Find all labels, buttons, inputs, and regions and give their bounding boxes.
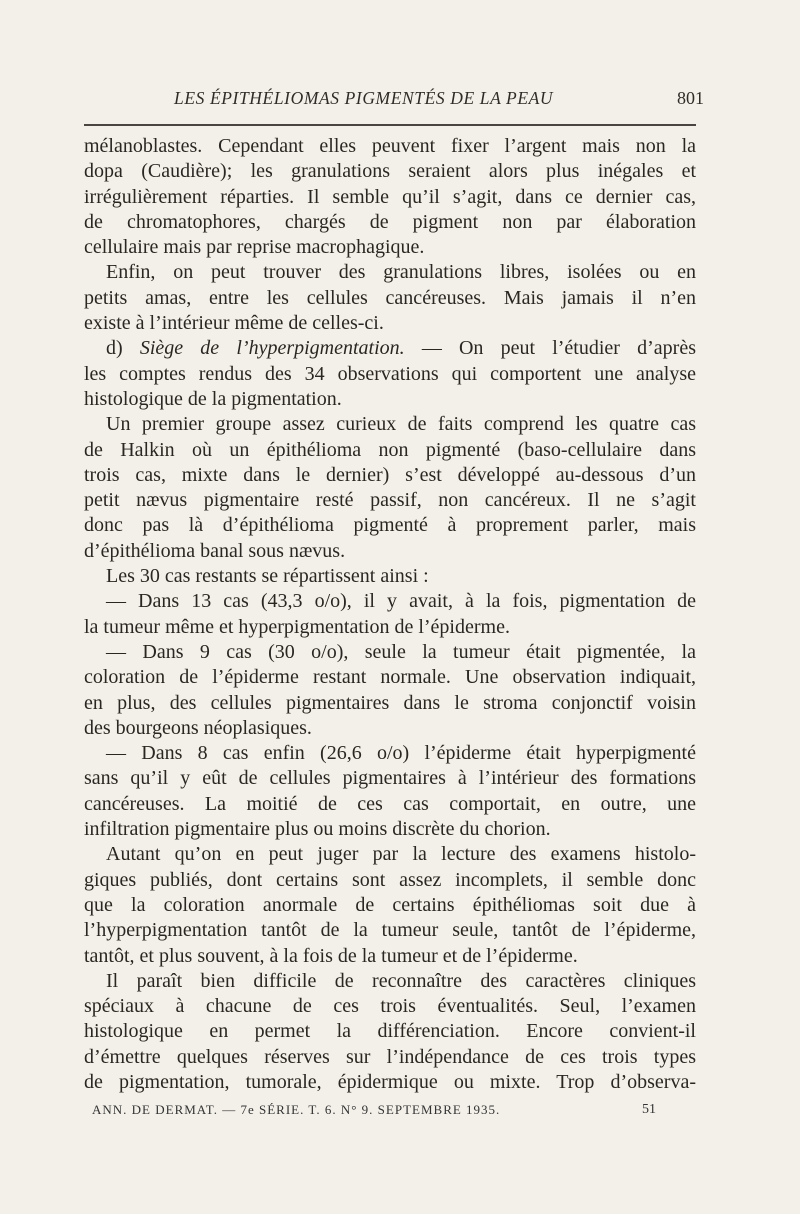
text-line: — Dans 8 cas enfin (26,6 o/o) l’épiderme était hyperpigmenté [106, 742, 696, 765]
text-line: cancéreuses. La moitié de ces cas comportait, en outre, une [84, 792, 696, 815]
text-line: que la coloration anormale de certains épithéliomas soit due à [84, 893, 696, 916]
text-line: dopa (Caudière); les granulations seraient alors plus inégales et [84, 160, 696, 183]
text-line: les comptes rendus des 34 observations qui comportent une analyse [84, 362, 696, 385]
body-text [84, 134, 696, 1095]
text-line: Les 30 cas restants se répartissent ainsi : [106, 565, 429, 588]
text-line: d’épithélioma banal sous nævus. [84, 539, 346, 562]
text-line: des bourgeons néoplasiques. [84, 716, 312, 739]
text-line: l’hyperpigmentation tantôt de la tumeur seule, tantôt de l’épiderme, [84, 919, 696, 942]
text-line: petit nævus pigmentaire resté passif, non cancéreux. Il ne s’agit [84, 489, 696, 512]
text-line: de chromatophores, chargés de pigment non par élaboration [84, 210, 696, 233]
text-line: trois cas, mixte dans le dernier) s’est développé au-dessous d’un [84, 463, 696, 486]
journal-citation: ANN. DE DERMAT. — 7e SÉRIE. T. 6. N° 9. SEPTEMBRE 1935. [92, 1102, 501, 1117]
text-line: histologique en permet la différenciation. Encore convient-il [84, 1020, 696, 1043]
section-heading-line [84, 336, 696, 361]
text-line: la tumeur même et hyperpigmentation de l’épiderme. [84, 615, 510, 638]
text-line: giques publiés, dont certains sont assez incomplets, il semble donc [84, 868, 696, 891]
section-title: Siège de l’hyperpigmentation. [139, 337, 405, 360]
page-number: 801 [677, 88, 704, 108]
text-line: Enfin, on peut trouver des granulations libres, isolées ou en [106, 261, 696, 284]
text-line: en plus, des cellules pigmentaires dans le stroma conjonctif voisin [84, 691, 696, 714]
text-line: existe à l’intérieur même de celles-ci. [84, 312, 384, 335]
section-lead: — On peut l’étudier d’après [404, 337, 696, 360]
text-line: de Halkin où un épithélioma non pigmenté (baso-cellulaire dans [84, 438, 696, 461]
text-line: coloration de l’épiderme restant normale. Une observation indiquait, [84, 666, 696, 689]
text-line: tantôt, et plus souvent, à la fois de la tumeur et de l’épiderme. [84, 944, 578, 967]
text-line: infiltration pigmentaire plus ou moins discrète du chorion. [84, 818, 551, 841]
text-line: Il paraît bien difficile de reconnaître des caractères cliniques [106, 969, 696, 992]
text-line: spéciaux à chacune de ces trois éventualités. Seul, l’examen [84, 995, 696, 1018]
header-rule [84, 124, 696, 126]
text-line: Autant qu’on en peut juger par la lecture des examens histolo- [106, 843, 696, 866]
sheet-number: 51 [642, 1102, 656, 1117]
text-line: cellulaire mais par reprise macrophagique. [84, 236, 425, 259]
page-footer [92, 1102, 656, 1118]
text-line: irrégulièrement réparties. Il semble qu’il s’agit, dans ce dernier cas, [84, 185, 696, 208]
text-line: d’émettre quelques réserves sur l’indépendance de ces trois types [84, 1045, 696, 1068]
page-header [84, 88, 704, 114]
text-line: Un premier groupe assez curieux de faits comprend les quatre cas [106, 413, 696, 436]
section-label: d) [106, 337, 140, 360]
text-line: petits amas, entre les cellules cancéreuses. Mais jamais il n’en [84, 286, 696, 309]
text-line: sans qu’il y eût de cellules pigmentaires à l’intérieur des formations [84, 767, 696, 790]
text-line: de pigmentation, tumorale, épidermique ou mixte. Trop d’observa- [84, 1070, 696, 1093]
running-title: LES ÉPITHÉLIOMAS PIGMENTÉS DE LA PEAU [174, 88, 554, 108]
text-line: — Dans 9 cas (30 o/o), seule la tumeur était pigmentée, la [106, 640, 696, 663]
text-line: histologique de la pigmentation. [84, 387, 342, 410]
text-line: donc pas là d’épithélioma pigmenté à proprement parler, mais [84, 514, 696, 537]
text-line: — Dans 13 cas (43,3 o/o), il y avait, à la fois, pigmentation de [106, 590, 696, 613]
text-line: mélanoblastes. Cependant elles peuvent fixer l’argent mais non la [84, 135, 696, 157]
